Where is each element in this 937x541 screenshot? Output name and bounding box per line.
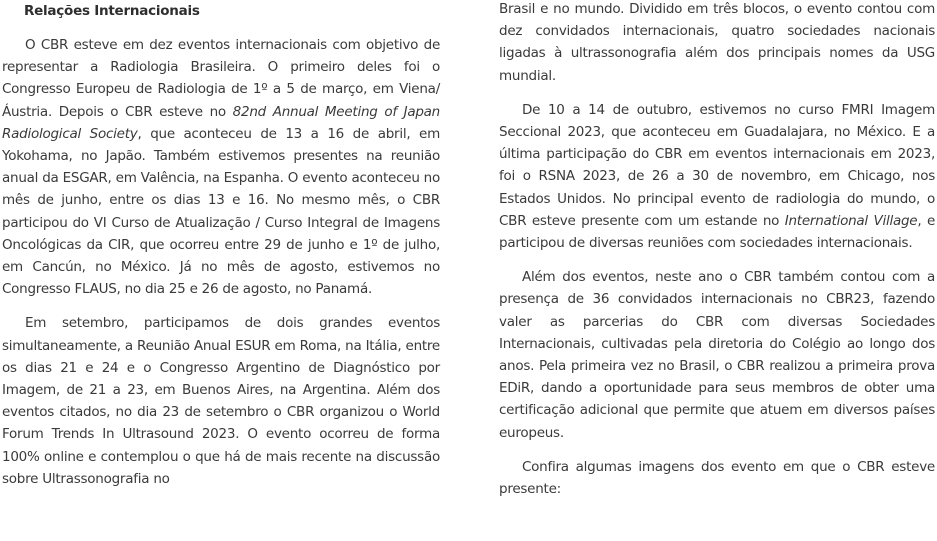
paragraph-october-november: De 10 a 14 de outubro, estivemos no curso FMRI Imagem Seccional 2023, que aconteceu em Guadalajara, no México. E a última participação do CBR em eventos internacionais em 2023, foi o RSNA 2023, de 26 a 30 de novembro, em Chicago, nos Estados Unidos. No principal evento de radiologia do mundo, o CBR esteve presente com um estande no International Village, e participou de diversas reuniões com sociedades internacionais.: [499, 101, 936, 252]
paragraph-continuation: Brasil e no mundo. Dividido em três blocos, o evento contou com dez convidados internacionais, quatro sociedades nacionais ligadas à ultrassonografia além dos principais nomes da USG mundial.: [499, 1, 935, 84]
paragraph-events-intro: O CBR esteve em dez eventos internacionais com objetivo de representar a Radiologia Brasileira. O primeiro deles foi o Congresso Europeu de Radiologia de 1º a 5 de março, em Viena/Áustria. Depois o CBR esteve no 82nd Annual Meeting of Japan Radiological Society, que aconteceu de 13 a 16 de abril, em Yokohama, no Japão. Também estivemos presentes na reunião anual da ESGAR, em Valência, na Espanha. O evento aconteceu no mês de junho, entre os dias 13 e 16. No mesmo mês, o CBR participou do VI Curso de Atualização / Curso Integral de Imagens Oncológicas da CIR, que ocorreu entre 29 de junho e 1º de julho, em Cancún, no México. Já no mês de agosto, estivemos no Congresso FLAUS, no dia 25 e 26 de agosto, no Panamá.: [2, 37, 440, 298]
right-column: [499, 0, 935, 512]
international-village: International Village: [784, 212, 918, 229]
paragraph-guests: Além dos eventos, neste ano o CBR também contou com a presença de 36 convidados internacionais no CBR23, fazendo valer as parcerias do CBR com diversas Sociedades Internacionais, cultivadas pela diretoria do Colégio ao longo dos anos. Pela primeira vez no Brasil, o CBR realizou a primeira prova EDiR, dando a oportunidade para seus membros de obter uma certificação adicional que permite que atuem em diversos países europeus.: [499, 269, 935, 441]
paragraph-images-intro: Confira algumas imagens dos evento em que o CBR esteve presente:: [499, 458, 935, 498]
left-column: [2, 0, 440, 502]
section-heading: Relações Internacionais: [24, 3, 200, 19]
paragraph-september: Em setembro, participamos de dois grandes eventos simultaneamente, a Reunião Anual ESUR em Roma, na Itália, entre os dias 21 e 24 e o Congresso Argentino de Diagnóstico por Imagem, de 21 a 23, em Buenos Aires, na Argentina. Além dos eventos citados, no dia 23 de setembro o CBR organizou o World Forum Trends In Ultrasound 2023. O evento ocorreu de forma 100% online e contemplou o que há de mais recente na discussão sobre Ultrassonografia no: [2, 315, 440, 487]
event-name-japan: 82nd Annual Meeting of Japan Radiological Society: [2, 103, 440, 142]
